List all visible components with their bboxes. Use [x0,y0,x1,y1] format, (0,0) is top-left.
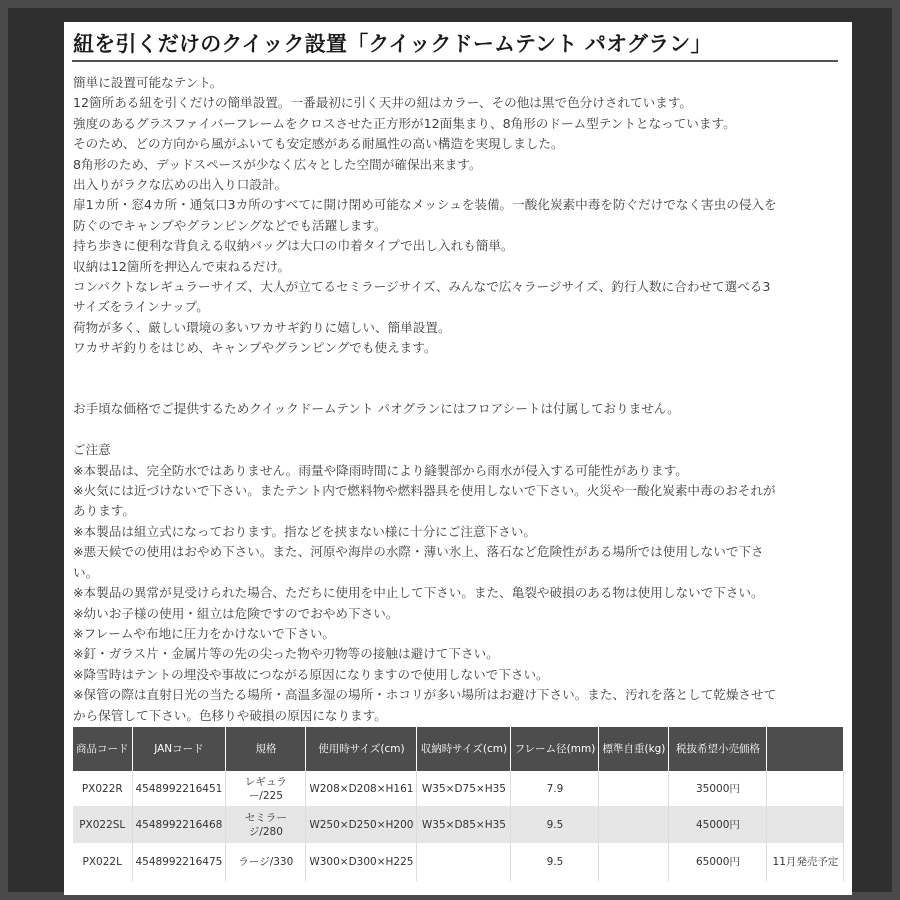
caution-line: あります。 [73,503,135,519]
table-cell: 9.5 [511,806,599,843]
caution-line: ※本製品は組立式になっております。指などを挟まない様に十分にご注意下さい。 [73,523,536,539]
caution-heading: ご注意 [73,442,111,458]
table-cell: 11月発売予定 [767,843,844,881]
table-cell: W208×D208×H161 [306,771,417,806]
spacer [73,379,839,399]
page-frame [8,8,892,892]
caution-line: ※悪天候での使用はおやめ下さい。また、河原や海岸の水際・薄い氷上、落石など危険性がある場所では使用しないで下さ [73,544,764,560]
description-line: 強度のあるグラスファイバーフレームをクロスさせた正方形が12面集まり、8角形のドーム型テントとなっています。 [73,115,736,131]
table-cell: W250×D250×H200 [306,806,417,843]
caution-line: ※フレームや布地に圧力をかけないで下さい。 [73,625,335,641]
spec-table [73,727,844,881]
table-cell: W35×D85×H35 [417,806,511,843]
table-cell [767,771,844,806]
table-cell: 4548992216475 [132,843,226,881]
caution-line: ※降雪時はテントの埋没や事故につながる原因になりますので使用しないで下さい。 [73,666,549,682]
description-line: サイズをラインナップ。 [73,299,209,315]
caution-line: ※本製品の異常が見受けられた場合、ただちに使用を中止して下さい。また、亀裂や破損のある物は使用しないで下さい。 [73,585,764,601]
table-cell: PX022SL [73,806,132,843]
caution-line: ※保管の際は直射日光の当たる場所・高温多湿の場所・ホコリが多い場所はお避け下さい。また、汚れを落として乾燥させて [73,687,777,703]
description-line: 荷物が多く、厳しい環境の多いワカサギ釣りに嬉しい、簡単設置。 [73,319,451,335]
caution-line: から保管して下さい。色移りや破損の原因になります。 [73,707,387,723]
content-panel [64,22,852,895]
description-line: 8角形のため、デッドスペースが少なく広々とした空間が確保出来ます。 [73,156,482,172]
description-line: 扉1カ所・窓4カ所・通気口3カ所のすべてに開け閉め可能なメッシュを装備。一酸化炭素中毒を防ぐだけでなく害虫の侵入を [73,197,777,213]
page-title: 紐を引くだけのクイック設置「クイックドームテント パオグラン」 [73,32,712,56]
spacer [73,420,839,440]
col-header [767,727,844,771]
description-line: 出入りがラクな広めの出入り口設計。 [73,177,288,193]
table-cell: PX022R [73,771,132,806]
table-header-row [73,727,844,771]
description-line: ワカサギ釣りをはじめ、キャンプやグランピングでも使えます。 [73,340,437,356]
table-cell [599,771,669,806]
table-cell: 4548992216468 [132,806,226,843]
table-cell: レギュラー/225 [226,771,306,806]
spacer [73,359,839,379]
table-cell: ラージ/330 [226,843,306,881]
caution-block [73,461,839,726]
col-header: JANコード [132,727,226,771]
caution-line: ※火気には近づけないで下さい。またテント内で燃料物や燃料器具を使用しないで下さい。火災や一酸化炭素中毒のおそれが [73,483,776,499]
table-cell [599,843,669,881]
table-cell: セミラージ/280 [226,806,306,843]
col-header: 税抜希望小売価格 [669,727,767,771]
caution-line: ※幼いお子様の使用・組立は危険ですのでおやめ下さい。 [73,605,399,621]
table-cell: W35×D75×H35 [417,771,511,806]
description-line: 防ぐのでキャンプやグランピングなどでも活躍します。 [73,217,387,233]
col-header: 使用時サイズ(cm) [306,727,417,771]
description-block [73,73,839,359]
table-cell [599,806,669,843]
col-header: 商品コード [73,727,132,771]
table-cell: 4548992216451 [132,771,226,806]
col-header: 標準自重(kg) [599,727,669,771]
col-header: フレーム径(mm) [511,727,599,771]
caution-line: ※本製品は、完全防水ではありません。雨量や降雨時間により縫製部から雨水が侵入する可能性があります。 [73,462,688,478]
table-cell: 65000円 [669,843,767,881]
floor-sheet-note: お手頃な価格でご提供するためクイックドームテント パオグランにはフロアシートは付属しておりません。 [73,401,680,417]
description-line: そのため、どの方向から風がふいても安定感がある耐風性の高い構造を実現しました。 [73,136,564,152]
text-body [73,73,839,726]
description-line: 簡単に設置可能なテント。 [73,75,223,90]
table-cell: 9.5 [511,843,599,881]
description-line: コンパクトなレギュラーサイズ、大人が立てるセミラージサイズ、みんなで広々ラージサイズ、釣行人数に合わせて選べる3 [73,279,771,295]
table-cell: PX022L [73,843,132,881]
table-row [73,771,844,806]
description-line: 収納は12箇所を押込んで束ねるだけ。 [73,258,291,274]
table-cell [767,806,844,843]
table-cell: 45000円 [669,806,767,843]
title-divider [72,60,838,62]
col-header: 規格 [226,727,306,771]
table-cell: W300×D300×H225 [306,843,417,881]
table-cell [417,843,511,881]
col-header: 収納時サイズ(cm) [417,727,511,771]
description-line: 持ち歩きに便利な背負える収納バッグは大口の巾着タイプで出し入れも簡単。 [73,238,514,254]
table-cell: 35000円 [669,771,767,806]
caution-line: ※釘・ガラス片・金属片等の先の尖った物や刃物等の接触は避けて下さい。 [73,646,499,662]
table-row [73,843,844,881]
table-cell: 7.9 [511,771,599,806]
caution-line: い。 [73,564,99,580]
description-line: 12箇所ある紐を引くだけの簡単設置。一番最初に引く天井の紐はカラー、その他は黒で色分けされています。 [73,95,693,111]
table-row [73,806,844,843]
